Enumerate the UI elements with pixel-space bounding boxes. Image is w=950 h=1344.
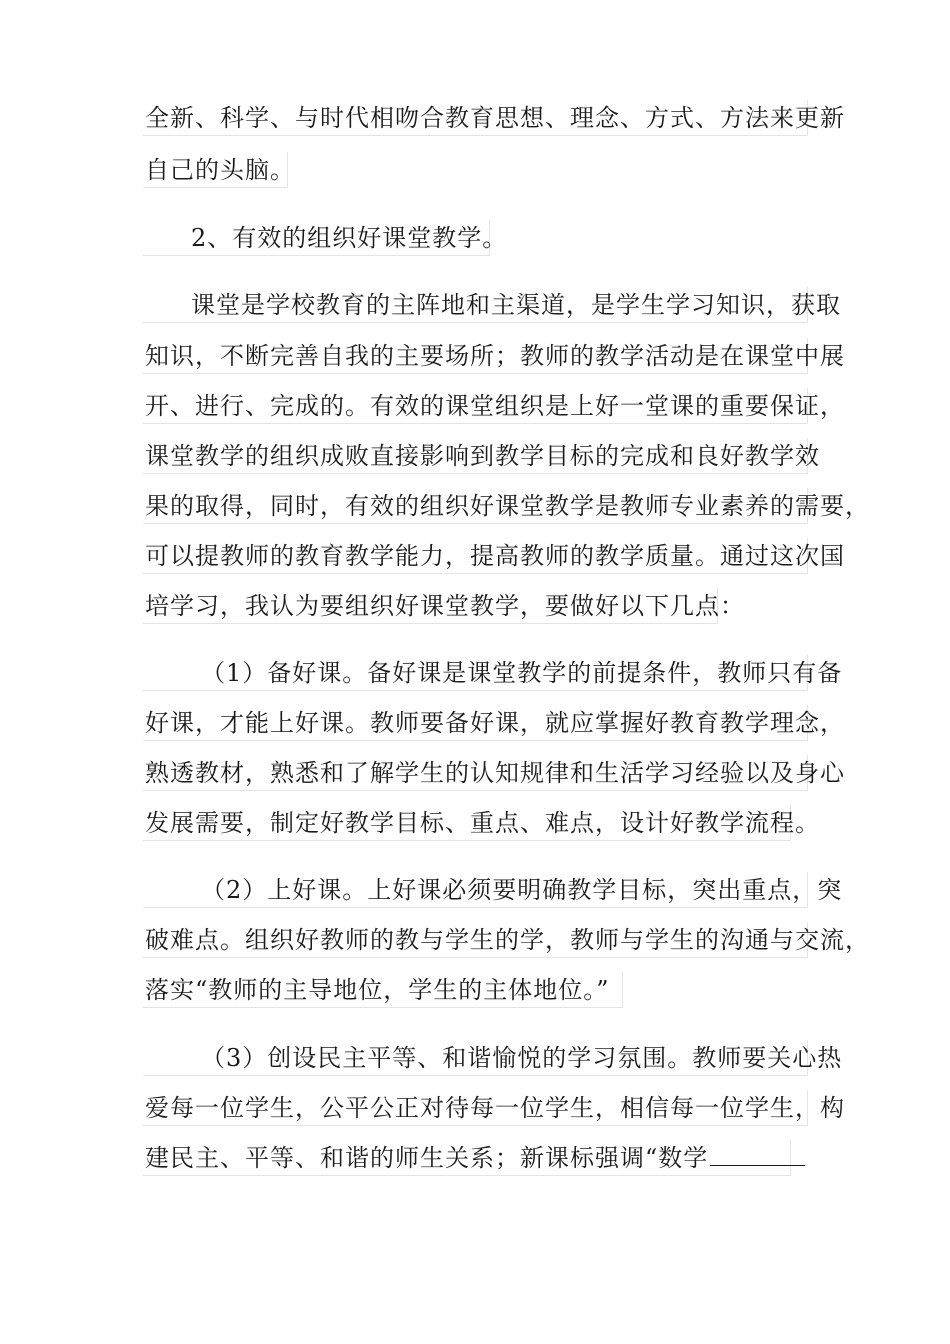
text-line: 发展需要，制定好教学目标、重点、难点，设计好教学流程。 <box>143 805 791 841</box>
text-line: （2）上好课。上好课必须要明确教学目标，突出重点，突 <box>143 872 808 908</box>
text-line: 熟透教材，熟悉和了解学生的认知规律和生活学习经验以及身心 <box>143 755 808 791</box>
text-line: 全新、科学、与时代相吻合教育思想、理念、方式、方法来更新 <box>143 100 808 136</box>
text-line: 知识，不断完善自我的主要场所；教师的教学活动是在课堂中展 <box>143 338 808 374</box>
text-line: 可以提教师的教育教学能力，提高教师的教学质量。通过这次国 <box>143 538 808 574</box>
text-line: 课堂是学校教育的主阵地和主渠道，是学生学习知识，获取 <box>143 287 808 323</box>
text-line: 自己的头脑。 <box>143 152 288 188</box>
fill-in-blank <box>710 1141 805 1166</box>
text-line: 爱每一位学生，公平公正对待每一位学生，相信每一位学生，构 <box>143 1090 808 1126</box>
text-line: 果的取得，同时，有效的组织好课堂教学是教师专业素养的需要， <box>143 488 808 524</box>
text-line: （3）创设民主平等、和谐愉悦的学习氛围。教师要关心热 <box>143 1040 808 1076</box>
section-heading: 2、有效的组织好课堂教学。 <box>143 220 490 256</box>
text-line-last <box>143 1140 791 1176</box>
text-line: 培学习，我认为要组织好课堂教学，要做好以下几点： <box>143 588 718 624</box>
text-line: 落实“教师的主导地位，学生的主体地位。” <box>143 972 623 1008</box>
text-line: 课堂教学的组织成败直接影响到教学目标的完成和良好教学效 <box>143 438 808 474</box>
text-line: （1）备好课。备好课是课堂教学的前提条件，教师只有备 <box>143 655 808 691</box>
text-line: 破难点。组织好教师的教与学生的学，教师与学生的沟通与交流， <box>143 922 808 958</box>
text-line-content: 建民主、平等、和谐的师生关系；新课标强调“数学 <box>145 1144 709 1172</box>
text-line: 开、进行、完成的。有效的课堂组织是上好一堂课的重要保证， <box>143 388 808 424</box>
text-line: 好课，才能上好课。教师要备好课，就应掌握好教育教学理念， <box>143 705 808 741</box>
